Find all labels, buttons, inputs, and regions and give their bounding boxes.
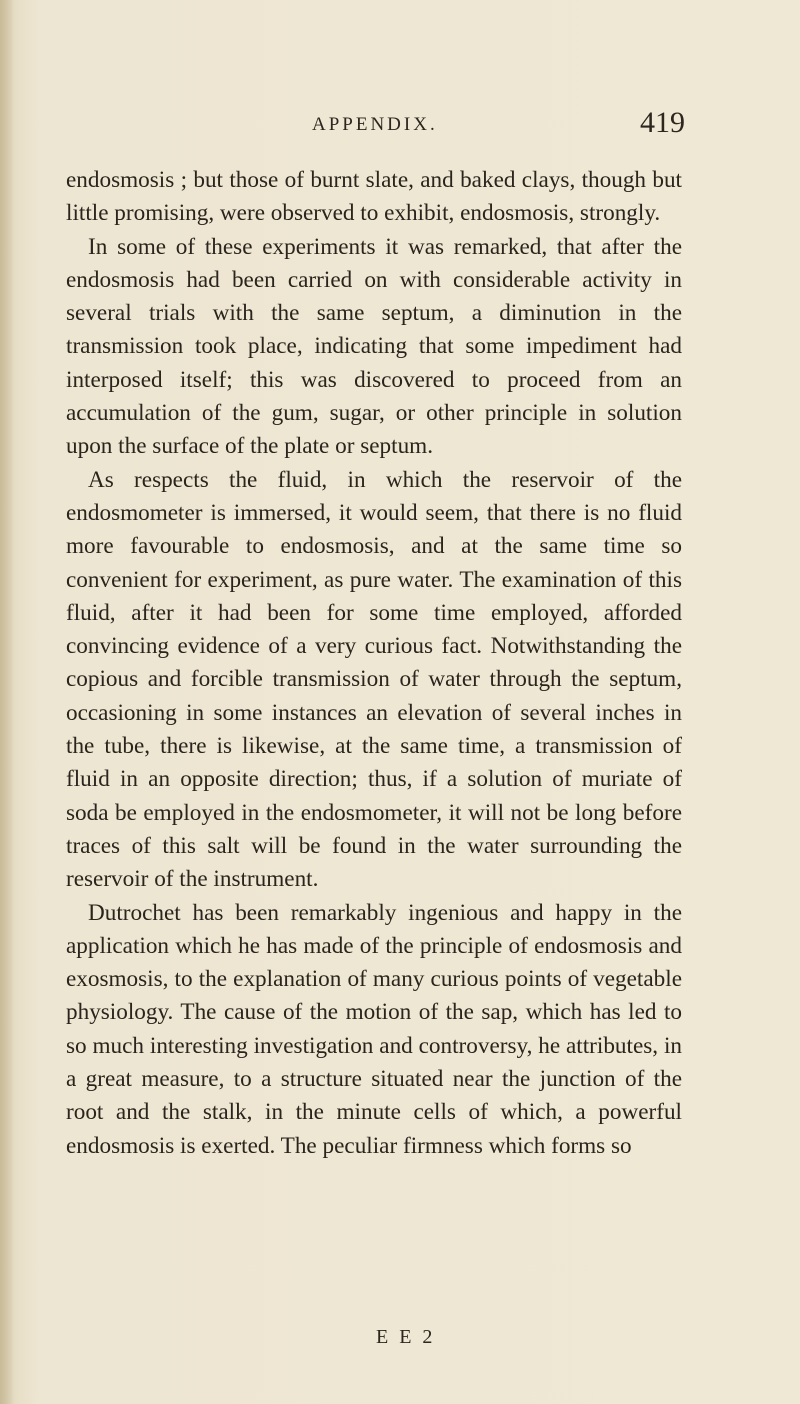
signature-mark: E E 2 (376, 1326, 436, 1348)
paragraph-4: Dutrochet has been remarkably ingenious and happy in the application which he has made of the principle of endosmosis and exosmosis, to the explanation of many curious points of vegetable physiology. The cause of the motion of the sap, which has led to so much interesting investigation and controversy, he attributes, in a great measure, to a structure situated near the junction of the root and the stalk, in the minute cells of which, a powerful endosmosis is exerted. The peculiar firmness which forms so (66, 899, 682, 1159)
paragraph-2: In some of these experiments it was remarked, that after the endosmosis had been carried on with considerable activity in several trials with the same septum, a diminution in the transmission took place, indicating that some impediment had interposed itself; this was discovered to proceed from an accumulation of the gum, sugar, or other principle in solution upon the surface of the plate or septum. (66, 233, 682, 460)
paragraph-3: As respects the fluid, in which the reservoir of the endosmometer is immersed, it would seem, that there is no fluid more favourable to endosmosis, and at the same time so convenient for experiment, as pure water. The examination of this fluid, after it had been for some time employed, afforded convincing evidence of a very curious fact. Notwithstanding the copious and forcible transmission of water through the septum, occasioning in some instances an elevation of several inches in the tube, there is likewise, at the same time, a transmission of fluid in an opposite direction; thus, if a solution of muriate of soda be employed in the endosmometer, it will not be long before traces of this salt will be found in the water surrounding the reservoir of the instrument. (66, 466, 682, 893)
gutter-shadow (0, 0, 14, 1404)
running-head (0, 100, 800, 150)
paragraph-1: endosmosis ; but those of burnt slate, and baked clays, though but little promising, were observed to exhibit, endosmosis, strongly. (66, 167, 682, 227)
page-number: 419 (640, 106, 685, 139)
body-text (66, 164, 682, 1163)
running-title: APPENDIX. (312, 114, 438, 135)
